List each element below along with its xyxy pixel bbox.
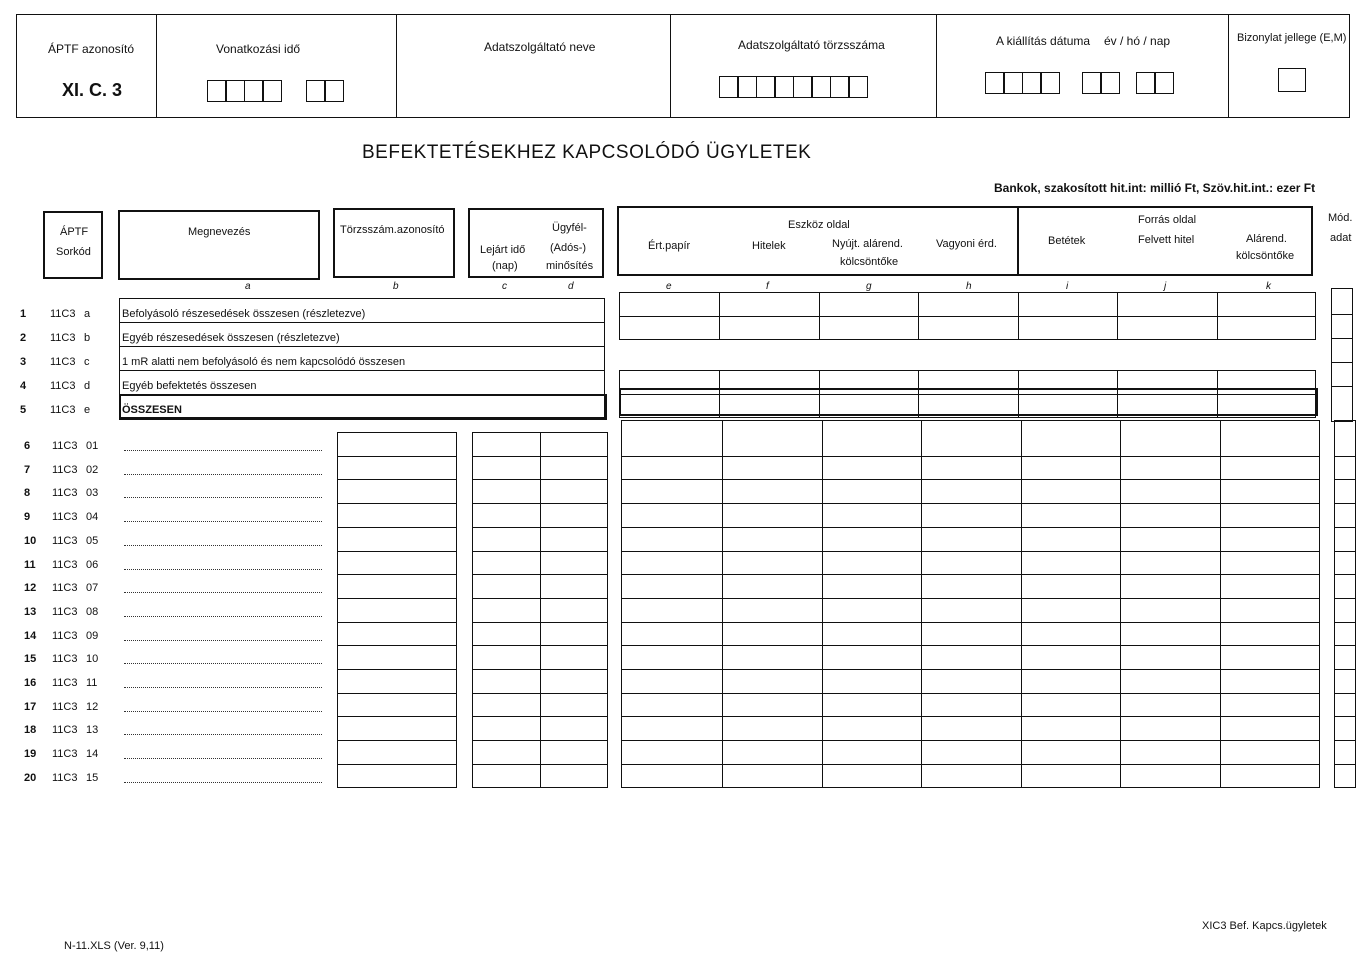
row-sub: 01 <box>86 440 99 452</box>
row-divider <box>621 622 1320 623</box>
row-number: 8 <box>24 487 31 499</box>
row-code: 11C3 <box>52 701 78 713</box>
row-divider <box>337 740 457 741</box>
value-cell[interactable] <box>621 400 717 418</box>
footer-left: N-11.XLS (Ver. 9,11) <box>64 940 164 952</box>
row-divider <box>621 551 1320 552</box>
value-cell[interactable] <box>821 304 916 322</box>
ugyfel-label-2: (Adós-) <box>550 242 587 254</box>
vagyoni-label: Vagyoni érd. <box>936 238 997 250</box>
torzsszam-detail-col <box>337 432 457 788</box>
row-divider <box>472 479 608 480</box>
row-divider <box>119 346 605 347</box>
megnevezes-line[interactable] <box>124 521 322 522</box>
row-divider <box>1334 622 1356 623</box>
row-divider <box>621 598 1320 599</box>
mod-detail-col <box>1334 420 1356 788</box>
value-cell[interactable] <box>920 376 1016 394</box>
row-code: 11C3 <box>50 332 76 344</box>
aptf-sorkod-label-1: ÁPTF <box>60 226 89 238</box>
value-cell[interactable] <box>1219 352 1314 370</box>
value-cell[interactable] <box>1020 328 1115 346</box>
row-number: 7 <box>24 464 31 476</box>
lejart-label-2: (nap) <box>492 260 518 272</box>
row-sub: 14 <box>86 748 99 760</box>
row-code: 11C3 <box>50 356 76 368</box>
value-cell[interactable] <box>1119 400 1215 418</box>
column-letter: a <box>245 281 251 292</box>
row-divider <box>337 456 457 457</box>
value-cell[interactable] <box>721 376 817 394</box>
row-label: Egyéb befektetés összesen <box>122 380 257 392</box>
aptf-sorkod-header <box>43 211 103 279</box>
hitelek-label: Hitelek <box>752 240 786 252</box>
row-sub: 12 <box>86 701 99 713</box>
megnevezes-header <box>118 210 320 280</box>
megnevezes-line[interactable] <box>124 687 322 688</box>
row-divider <box>337 574 457 575</box>
row-sub: a <box>84 308 91 320</box>
row-sub: 03 <box>86 487 99 499</box>
kiallitas-label: A kiállítás dátuma <box>996 34 1091 48</box>
row-divider <box>1334 551 1356 552</box>
value-cell[interactable] <box>1020 376 1115 394</box>
row-code: 11C3 <box>50 380 76 392</box>
row-number: 2 <box>20 332 27 344</box>
row-divider <box>1334 693 1356 694</box>
row-sub: 09 <box>86 630 99 642</box>
row-divider <box>472 740 608 741</box>
eszkoz-oldal-label: Eszköz oldal <box>788 219 850 231</box>
betetek-label: Betétek <box>1048 235 1086 247</box>
value-cell[interactable] <box>920 304 1016 322</box>
megnevezes-line[interactable] <box>124 592 322 593</box>
column-letter: e <box>666 281 672 292</box>
megnevezes-label: Megnevezés <box>188 226 251 238</box>
row-divider <box>337 598 457 599</box>
megnevezes-line[interactable] <box>124 497 322 498</box>
aptf-sorkod-label-2: Sorkód <box>56 246 91 258</box>
value-cell[interactable] <box>1119 376 1215 394</box>
row-number: 16 <box>24 677 37 689</box>
row-sub: 11 <box>86 677 98 689</box>
header-strip <box>16 14 1350 118</box>
felvett-hitel-label: Felvett hitel <box>1138 234 1195 246</box>
row-sub: 13 <box>86 724 99 736</box>
megnevezes-line[interactable] <box>124 616 322 617</box>
bizonylat-cell[interactable] <box>1278 68 1306 92</box>
row-divider <box>621 527 1320 528</box>
row-number: 14 <box>24 630 37 642</box>
row-sub: e <box>84 404 91 416</box>
row-divider <box>621 574 1320 575</box>
megnevezes-line[interactable] <box>124 663 322 664</box>
value-cell[interactable] <box>821 376 916 394</box>
nyujt-label-1: Nyújt. alárend. <box>832 238 903 250</box>
row-code: 11C3 <box>52 535 78 547</box>
row-code: 11C3 <box>52 464 78 476</box>
kiallitas-year-cells[interactable] <box>986 72 1060 94</box>
value-cell[interactable] <box>1119 304 1215 322</box>
vonatkozasi-month-cells[interactable] <box>307 80 344 102</box>
row-code: 11C3 <box>52 653 78 665</box>
value-cell[interactable] <box>821 352 916 370</box>
page-title: BEFEKTETÉSEKHEZ KAPCSOLÓDÓ ÜGYLETEK <box>362 142 812 163</box>
ert-papir-label: Ért.papír <box>648 240 691 252</box>
row-code: 11C3 <box>52 677 78 689</box>
divider <box>822 420 823 788</box>
value-cell[interactable] <box>721 304 817 322</box>
mod-summary-col <box>1331 288 1353 422</box>
divider <box>540 432 541 788</box>
row-sub: 15 <box>86 772 99 784</box>
kiallitas-day-cells[interactable] <box>1137 72 1174 94</box>
row-code: 11C3 <box>50 308 76 320</box>
row-number: 6 <box>24 440 31 452</box>
row-number: 3 <box>20 356 27 368</box>
value-cell[interactable] <box>621 304 717 322</box>
lejart-label-1: Lejárt idő <box>480 244 526 256</box>
alarend-label-2: kölcsöntőke <box>1236 250 1295 262</box>
value-cell[interactable] <box>621 376 717 394</box>
column-letter: b <box>393 281 399 292</box>
divider <box>1021 420 1022 788</box>
row-divider <box>1334 669 1356 670</box>
value-cell[interactable] <box>1219 328 1314 346</box>
row-divider <box>621 693 1320 694</box>
row-divider <box>1334 645 1356 646</box>
row-number: 10 <box>24 535 37 547</box>
alarend-label-1: Alárend. <box>1246 233 1287 245</box>
value-cell[interactable] <box>621 328 717 346</box>
row-divider <box>621 740 1320 741</box>
megnevezes-line[interactable] <box>124 711 322 712</box>
torzsszam-label: Adatszolgáltató törzsszáma <box>738 38 885 52</box>
vonatkozasi-year-cells[interactable] <box>208 80 282 102</box>
row-label: ÖSSZESEN <box>122 404 182 416</box>
row-divider <box>119 322 605 323</box>
ugyfel-label-1: Ügyfél- <box>552 222 587 234</box>
value-cell[interactable] <box>721 328 817 346</box>
row-sub: b <box>84 332 91 344</box>
mod-label-2: adat <box>1330 232 1352 244</box>
value-cell[interactable] <box>621 352 717 370</box>
row-divider <box>472 645 608 646</box>
value-cell[interactable] <box>721 400 817 418</box>
row-divider <box>1331 314 1353 315</box>
row-sub: 07 <box>86 582 99 594</box>
row-number: 5 <box>20 404 27 416</box>
column-letter: c <box>502 281 507 292</box>
row-code: 11C3 <box>52 511 78 523</box>
row-number: 11 <box>24 559 36 571</box>
row-sub: 02 <box>86 464 99 476</box>
total-row-box <box>119 394 607 420</box>
column-letter: i <box>1066 281 1069 292</box>
row-code: 11C3 <box>50 404 76 416</box>
megnevezes-line[interactable] <box>124 758 322 759</box>
row-code: 11C3 <box>52 748 78 760</box>
row-divider <box>472 622 608 623</box>
row-divider <box>337 716 457 717</box>
value-cell[interactable] <box>821 400 916 418</box>
row-divider <box>621 479 1320 480</box>
row-divider <box>621 645 1320 646</box>
megnevezes-line[interactable] <box>124 474 322 475</box>
megnevezes-line[interactable] <box>124 782 322 783</box>
bizonylat-label: Bizonylat jellege (E,M) <box>1237 32 1347 44</box>
row-divider <box>337 645 457 646</box>
divider <box>156 14 157 118</box>
row-label: 1 mR alatti nem befolyásoló és nem kapcsolódó összesen <box>122 356 406 368</box>
row-code: 11C3 <box>52 440 78 452</box>
value-cell[interactable] <box>1219 400 1314 418</box>
megnevezes-line[interactable] <box>124 450 322 451</box>
row-number: 4 <box>20 380 27 392</box>
row-sub: 04 <box>86 511 99 523</box>
divider <box>670 14 671 118</box>
torzsszam-col-label: Törzsszám.azonosító <box>340 224 445 236</box>
row-divider <box>1334 456 1356 457</box>
row-divider <box>621 456 1320 457</box>
column-letter: f <box>766 281 769 292</box>
value-cell[interactable] <box>1020 400 1115 418</box>
row-number: 18 <box>24 724 37 736</box>
divider <box>921 420 922 788</box>
row-divider <box>1334 598 1356 599</box>
row-divider <box>337 479 457 480</box>
row-divider <box>621 503 1320 504</box>
row-label: Egyéb részesedések összesen (részletezve) <box>122 332 340 344</box>
row-divider <box>1334 740 1356 741</box>
value-cell[interactable] <box>1119 352 1215 370</box>
row-sub: d <box>84 380 91 392</box>
row-divider <box>1331 362 1353 363</box>
row-divider <box>621 764 1320 765</box>
divider <box>1228 14 1229 118</box>
row-divider <box>337 551 457 552</box>
row-number: 15 <box>24 653 37 665</box>
kiallitas-month-cells[interactable] <box>1083 72 1120 94</box>
ugyfel-label-3: minősítés <box>546 260 594 272</box>
row-code: 11C3 <box>52 606 78 618</box>
row-divider <box>472 527 608 528</box>
row-code: 11C3 <box>52 487 78 499</box>
divider <box>1220 420 1221 788</box>
value-cell[interactable] <box>1219 304 1314 322</box>
row-divider <box>1334 764 1356 765</box>
row-divider <box>1334 503 1356 504</box>
row-number: 19 <box>24 748 37 760</box>
row-divider <box>1334 574 1356 575</box>
mod-label-1: Mód. <box>1328 212 1353 224</box>
torzsszam-cells[interactable] <box>720 76 868 98</box>
values-detail-grid <box>621 420 1320 788</box>
row-divider <box>1334 716 1356 717</box>
row-divider <box>621 669 1320 670</box>
row-divider <box>337 503 457 504</box>
row-divider <box>472 503 608 504</box>
column-letter: k <box>1266 281 1271 292</box>
aptf-label: ÁPTF azonosító <box>48 42 135 56</box>
divider <box>936 14 937 118</box>
row-code: 11C3 <box>52 772 78 784</box>
column-letter: j <box>1164 281 1167 292</box>
value-cell[interactable] <box>920 400 1016 418</box>
divider <box>396 14 397 118</box>
row-divider <box>337 622 457 623</box>
row-number: 1 <box>20 308 27 320</box>
row-number: 20 <box>24 772 37 784</box>
row-number: 13 <box>24 606 37 618</box>
divider <box>722 420 723 788</box>
column-letter: h <box>966 281 972 292</box>
unit-note: Bankok, szakosított hit.int: millió Ft, Szöv.hit.int.: ezer Ft <box>994 181 1316 195</box>
row-divider <box>119 370 605 371</box>
row-divider <box>472 598 608 599</box>
row-sub: c <box>84 356 90 368</box>
value-cell[interactable] <box>721 352 817 370</box>
divider <box>1017 206 1019 276</box>
aptf-code: XI. C. 3 <box>62 80 123 100</box>
divider <box>1120 420 1121 788</box>
row-sub: 05 <box>86 535 99 547</box>
row-divider <box>337 693 457 694</box>
megnevezes-line[interactable] <box>124 545 322 546</box>
column-letter: g <box>866 281 872 292</box>
row-divider <box>1331 386 1353 387</box>
row-divider <box>337 527 457 528</box>
row-divider <box>472 456 608 457</box>
row-number: 12 <box>24 582 37 594</box>
row-divider <box>472 551 608 552</box>
row-code: 11C3 <box>52 630 78 642</box>
column-letter: d <box>568 281 574 292</box>
row-number: 9 <box>24 511 31 523</box>
row-sub: 08 <box>86 606 99 618</box>
nyujt-label-2: kölcsöntőke <box>840 256 899 268</box>
row-code: 11C3 <box>52 559 78 571</box>
row-sub: 10 <box>86 653 99 665</box>
row-label: Befolyásoló részesedések összesen (részletezve) <box>122 308 366 320</box>
row-code: 11C3 <box>52 582 78 594</box>
value-cell[interactable] <box>821 328 916 346</box>
footer-right: XIC3 Bef. Kapcs.ügyletek <box>1202 920 1327 932</box>
row-divider <box>337 764 457 765</box>
adatszolgaltato-nev-label: Adatszolgáltató neve <box>484 40 596 54</box>
row-code: 11C3 <box>52 724 78 736</box>
kiallitas-format: év / hó / nap <box>1104 34 1171 48</box>
row-divider <box>472 574 608 575</box>
megnevezes-line[interactable] <box>124 569 322 570</box>
row-divider <box>621 716 1320 717</box>
row-divider <box>472 764 608 765</box>
row-divider <box>472 669 608 670</box>
row-divider <box>1334 479 1356 480</box>
row-divider <box>472 716 608 717</box>
value-cell[interactable] <box>1119 328 1215 346</box>
value-cell[interactable] <box>1020 304 1115 322</box>
vonatkozasi-label: Vonatkozási idő <box>216 42 301 56</box>
row-divider <box>337 669 457 670</box>
value-cell[interactable] <box>1219 376 1314 394</box>
torzsszam-header <box>333 208 455 278</box>
value-cell[interactable] <box>920 328 1016 346</box>
row-divider <box>1334 527 1356 528</box>
row-divider <box>1331 338 1353 339</box>
forras-oldal-label: Forrás oldal <box>1138 214 1197 226</box>
row-number: 17 <box>24 701 37 713</box>
megnevezes-line[interactable] <box>124 640 322 641</box>
row-sub: 06 <box>86 559 99 571</box>
row-divider <box>472 693 608 694</box>
value-cell[interactable] <box>1020 352 1115 370</box>
megnevezes-line[interactable] <box>124 734 322 735</box>
value-cell[interactable] <box>920 352 1016 370</box>
